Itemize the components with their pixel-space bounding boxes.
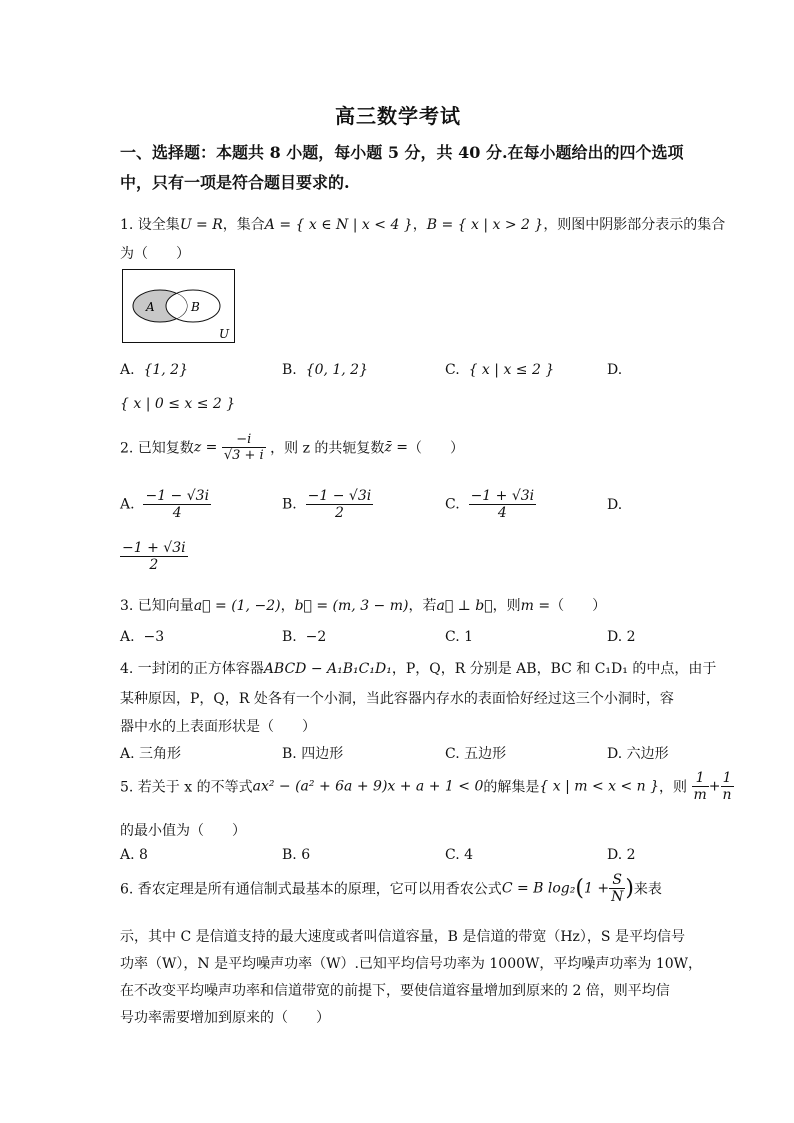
q5-option-c: C. 4 [445, 847, 474, 863]
q3-option-b: B. −2 [282, 629, 327, 645]
q1-option-d-value: { x | 0 ≤ x ≤ 2 } [120, 396, 236, 412]
q2-fraction: $\frac{-i}{√3 + i}$ [223, 432, 264, 463]
q2-option-c: C. $\frac{-1 + √3i}{4}$ [445, 488, 535, 521]
venn-label-a: A [146, 300, 155, 314]
question-6-line-4: 在不改变平均噪声功率和信道带宽的前提下，要使信道容量增加到原来的 2 倍，则平均信 [120, 983, 670, 999]
q4-option-a: A. 三角形 [120, 746, 182, 762]
q5-option-a: A. 8 [120, 847, 148, 863]
q1-option-d-label: D. [607, 362, 623, 378]
q5-option-d: D. 2 [607, 847, 636, 863]
question-3: 3. 已知向量a⃗ = (1, −2)，b⃗ = (m, 3 − m)，若a⃗ ⊥ b⃗，则m =（ ） [120, 598, 607, 614]
q3-option-d: D. 2 [607, 629, 636, 645]
question-4-line-3: 器中水的上表面形状是（ ） [120, 719, 316, 735]
question-1-line-2: 为（ ） [120, 246, 190, 262]
question-6-line-3: 功率（W），N 是平均噪声功率（W）.已知平均信号功率为 1000W，平均噪声功率为 10W， [120, 956, 703, 972]
question-6-line-1: 6. 香农定理是所有通信制式最基本的原理，它可以用香农公式C = B log₂(1 + $\frac{S}{N}$ )来表 [120, 872, 662, 905]
q1-option-a: A. {1, 2} [120, 362, 188, 378]
q5-option-b: B. 6 [282, 847, 311, 863]
q1-universal-set: U = R [179, 217, 223, 233]
question-2: 2. 已知复数z = $\frac{-i}{√3 + i}$ ，则 z 的共轭复数z̄ =（ ） [120, 432, 464, 463]
q4-option-c: C. 五边形 [445, 746, 507, 762]
q1-text-c: ，则图中阴影部分表示的集合 [543, 217, 726, 233]
q2-option-d-value: $\frac{-1 + √3i}{2}$ [122, 540, 186, 573]
venn-label-u: U [219, 327, 230, 341]
section-line-1: 一、选择题：本题共 8 小题，每小题 5 分，共 40 分.在每小题给出的四个选项 [120, 143, 684, 162]
question-1-line-1 [120, 214, 725, 234]
venn-diagram [122, 269, 236, 344]
q1-option-c: C. { x | x ≤ 2 } [445, 362, 555, 378]
question-4-line-2: 某种原因，P，Q，R 处各有一个小洞，当此容器内存水的表面恰好经过这三个小洞时，容 [120, 691, 674, 707]
q2-option-b: B. $\frac{-1 - √3i}{2}$ [282, 488, 372, 521]
q1-set-a: A = { x ∈ N | x < 4 } [264, 217, 413, 233]
q3-option-a: A. −3 [120, 629, 165, 645]
section-line-2: 中，只有一项是符合题目要求的. [120, 173, 350, 192]
q2-option-a: A. $\frac{-1 - √3i}{4}$ [120, 488, 210, 521]
question-6-line-2: 示，其中 C 是信道支持的最大速度或者叫信道容量，B 是信道的带宽（Hz），S 是平均信号 [120, 929, 685, 945]
q1-option-b: B. {0, 1, 2} [282, 362, 368, 378]
venn-label-b: B [191, 300, 200, 314]
question-5-line-2: 的最小值为（ ） [120, 823, 246, 839]
q3-option-c: C. 1 [445, 629, 474, 645]
q4-option-d: D. 六边形 [607, 746, 669, 762]
question-6-line-5: 号功率需要增加到原来的（ ） [120, 1010, 330, 1026]
q1-set-b: B = { x | x > 2 } [426, 217, 544, 233]
q4-option-b: B. 四边形 [282, 746, 344, 762]
question-5-line-1: 5. 若关于 x 的不等式ax² − (a² + 6a + 9)x + a + 1 < 0的解集是{ x | m < x < n }，则 $\frac{1}{m}$ + $\frac{1}{n}$ [120, 770, 732, 803]
q1-comma: ， [412, 217, 427, 233]
q1-text-b: ，集合 [222, 217, 265, 233]
question-4-line-1: 4. 一封闭的正方体容器ABCD − A₁B₁C₁D₁，P，Q，R 分别是 AB，BC 和 C₁D₁ 的中点，由于 [120, 661, 717, 677]
q2-option-d-label: D. [607, 497, 623, 513]
exam-title: 高三数学考试 [335, 104, 461, 128]
q1-text-a: 1. 设全集 [120, 217, 180, 233]
